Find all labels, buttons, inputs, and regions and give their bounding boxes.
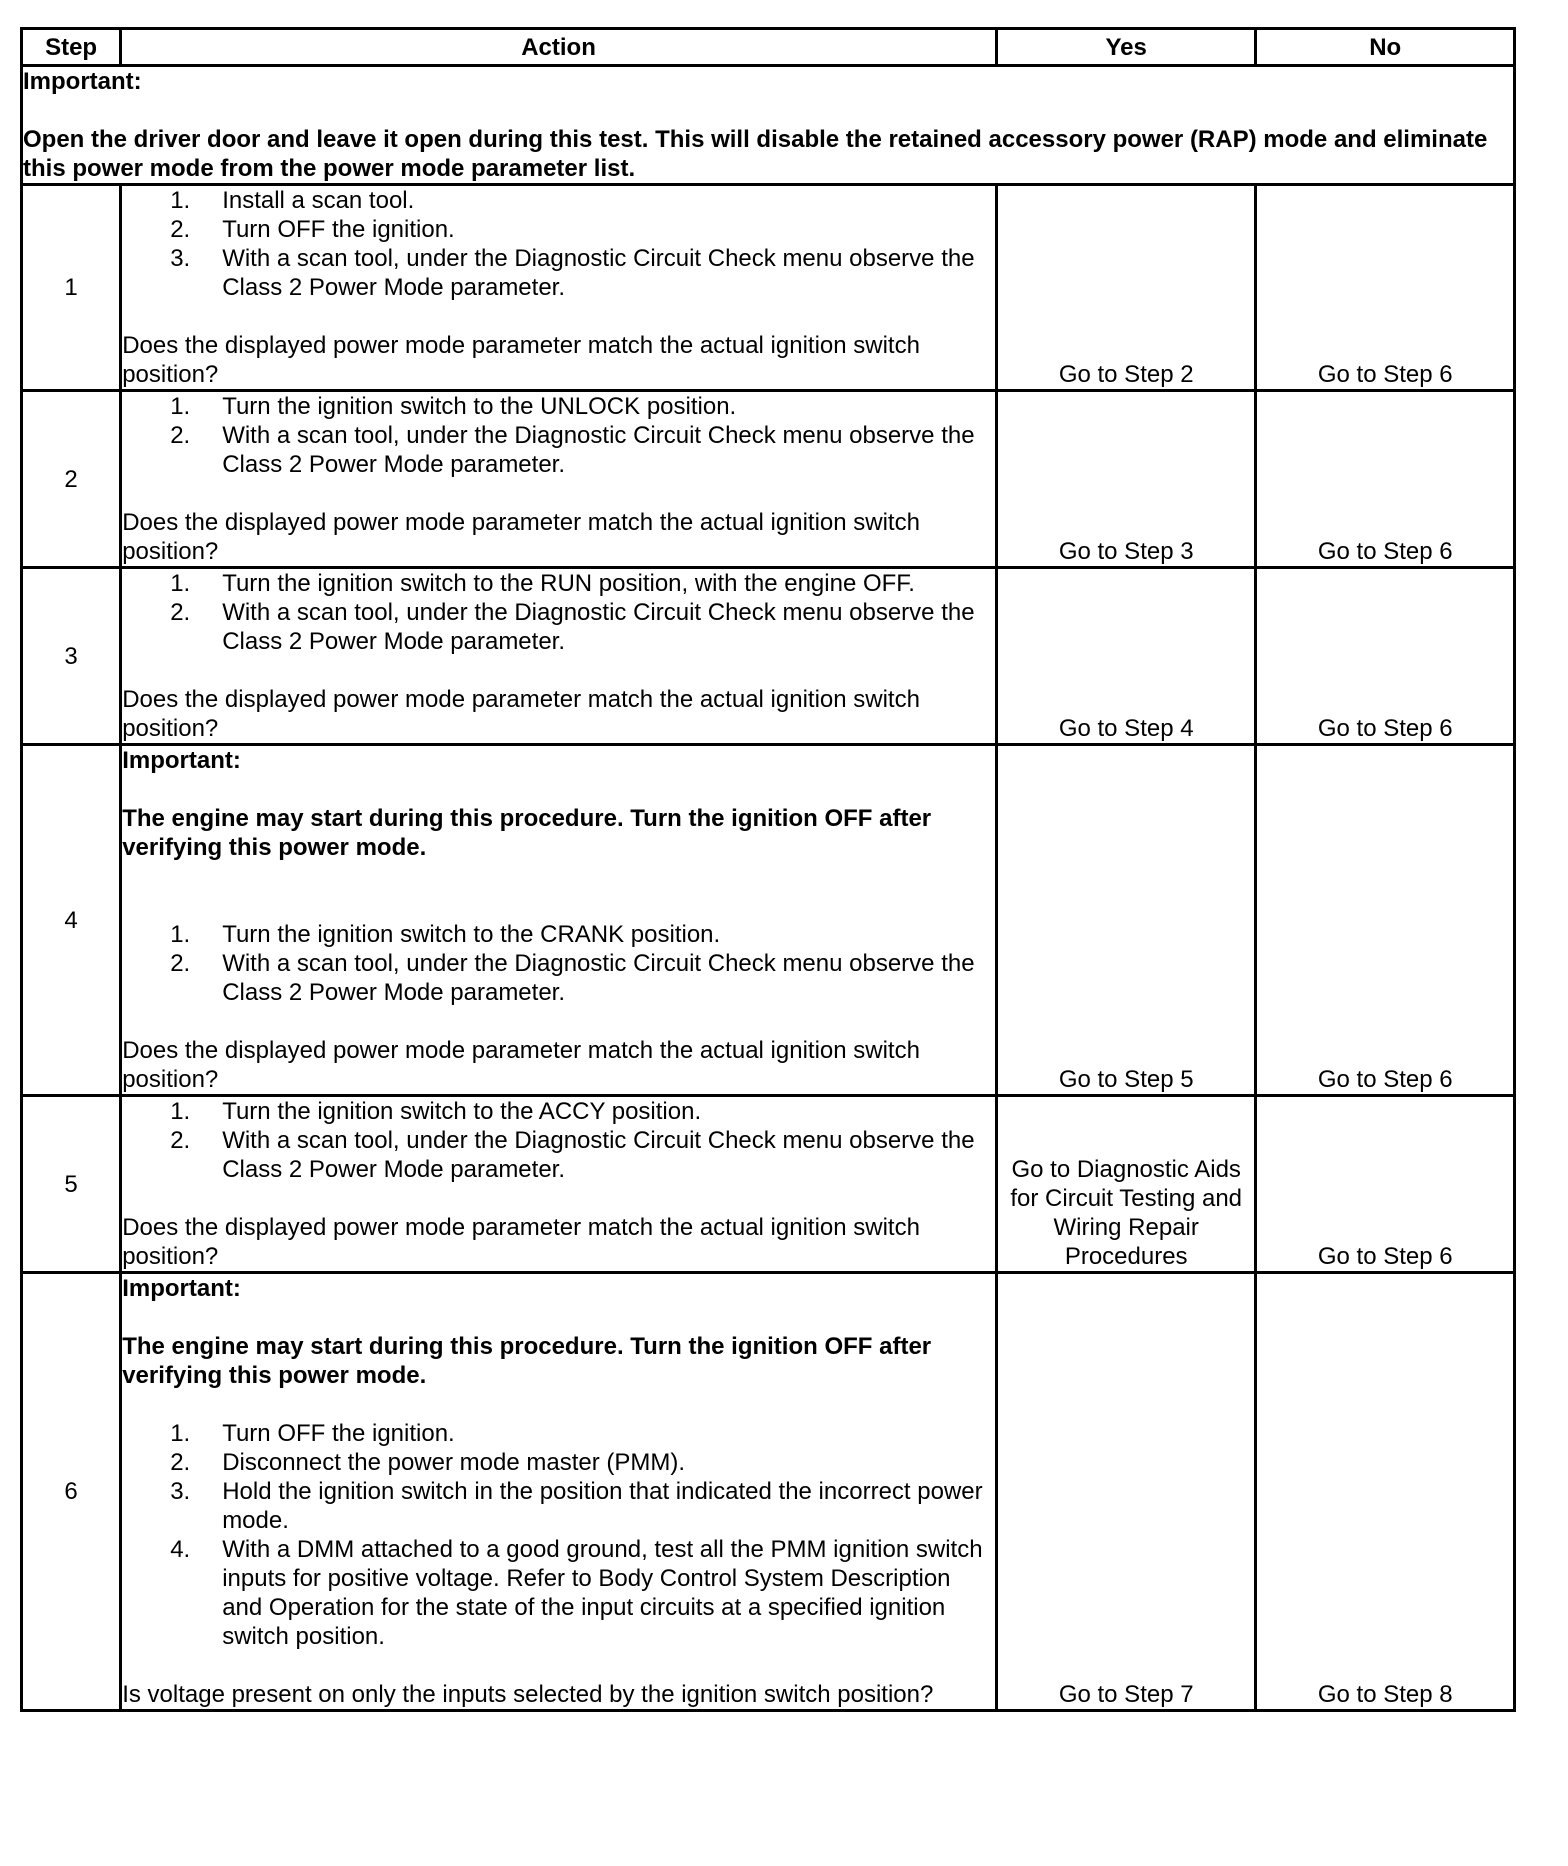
step-number: 5	[22, 1096, 121, 1273]
list-item: 2. Disconnect the power mode master (PMM).	[170, 1449, 686, 1476]
list-item: 1. Turn the ignition switch to the UNLOCK position.	[170, 393, 737, 420]
step-number: 4	[22, 745, 121, 1096]
list-item: 2. With a scan tool, under the Diagnostic Circuit Check menu observe the Class 2 Power Mode parameter.	[170, 422, 975, 478]
banner-text: Open the driver door and leave it open during this test. This will disable the retained accessory power (RAP) mode and eliminate this power mode from the power mode parameter list.	[23, 126, 1488, 182]
yes-cell: Go to Step 3	[996, 391, 1256, 568]
table-row	[22, 745, 1515, 1096]
yes-cell: Go to Diagnostic Aids for Circuit Testing and Wiring Repair Procedures	[996, 1096, 1256, 1273]
action-cell	[121, 391, 997, 568]
no-cell: Go to Step 6	[1256, 1096, 1515, 1273]
table-row	[22, 391, 1515, 568]
action-question: Is voltage present on only the inputs selected by the ignition switch position?	[122, 1681, 934, 1708]
list-item: 1. Turn the ignition switch to the ACCY position.	[170, 1098, 702, 1125]
action-list	[122, 920, 995, 1007]
step-number: 3	[22, 568, 121, 745]
action-cell	[121, 745, 997, 1096]
table-row	[22, 1096, 1515, 1273]
list-item: 1. Turn the ignition switch to the CRANK position.	[170, 921, 721, 948]
list-item: 1. Turn OFF the ignition.	[170, 1420, 455, 1447]
list-item: 1. Install a scan tool.	[170, 187, 415, 214]
table-row	[22, 568, 1515, 745]
no-cell: Go to Step 6	[1256, 568, 1515, 745]
action-list	[122, 569, 995, 656]
yes-cell: Go to Step 5	[996, 745, 1256, 1096]
yes-cell: Go to Step 2	[996, 185, 1256, 391]
list-item: 2. With a scan tool, under the Diagnostic Circuit Check menu observe the Class 2 Power Mode parameter.	[170, 599, 975, 655]
table-row	[22, 185, 1515, 391]
action-cell	[121, 1096, 997, 1273]
banner-cell	[22, 66, 1515, 185]
action-list	[122, 186, 995, 302]
important-label: Important:	[122, 747, 241, 774]
banner-row	[22, 66, 1515, 185]
important-text: The engine may start during this procedure. Turn the ignition OFF after verifying this power mode.	[122, 805, 932, 861]
step-number: 2	[22, 391, 121, 568]
action-list	[122, 1419, 995, 1651]
yes-cell: Go to Step 7	[996, 1273, 1256, 1711]
action-question: Does the displayed power mode parameter match the actual ignition switch position?	[122, 1037, 920, 1093]
no-cell: Go to Step 6	[1256, 185, 1515, 391]
header-step: Step	[22, 29, 121, 66]
action-question: Does the displayed power mode parameter match the actual ignition switch position?	[122, 332, 920, 388]
action-question: Does the displayed power mode parameter match the actual ignition switch position?	[122, 1214, 920, 1270]
list-item: 2. With a scan tool, under the Diagnostic Circuit Check menu observe the Class 2 Power Mode parameter.	[170, 950, 975, 1006]
list-item: 2. With a scan tool, under the Diagnostic Circuit Check menu observe the Class 2 Power Mode parameter.	[170, 1127, 975, 1183]
list-item: 4. With a DMM attached to a good ground, test all the PMM ignition switch inputs for positive voltage. Refer to Body Control System Description and Operation for the state of the input circuits at a specified ignition switch position.	[170, 1536, 983, 1650]
action-question: Does the displayed power mode parameter match the actual ignition switch position?	[122, 509, 920, 565]
header-row	[22, 29, 1515, 66]
header-no: No	[1256, 29, 1515, 66]
action-cell	[121, 568, 997, 745]
action-cell	[121, 1273, 997, 1711]
important-text: The engine may start during this procedure. Turn the ignition OFF after verifying this power mode.	[122, 1333, 932, 1389]
no-cell: Go to Step 8	[1256, 1273, 1515, 1711]
header-yes: Yes	[996, 29, 1256, 66]
no-cell: Go to Step 6	[1256, 391, 1515, 568]
action-question: Does the displayed power mode parameter match the actual ignition switch position?	[122, 686, 920, 742]
table-row	[22, 1273, 1515, 1711]
important-label: Important:	[122, 1275, 241, 1302]
list-item: 2. Turn OFF the ignition.	[170, 216, 455, 243]
banner-label: Important:	[23, 68, 142, 95]
diagnostic-table	[20, 27, 1516, 1712]
list-item: 3. Hold the ignition switch in the position that indicated the incorrect power mode.	[170, 1478, 983, 1534]
action-cell	[121, 185, 997, 391]
yes-cell: Go to Step 4	[996, 568, 1256, 745]
step-number: 1	[22, 185, 121, 391]
action-list	[122, 1097, 995, 1184]
list-item: 1. Turn the ignition switch to the RUN position, with the engine OFF.	[170, 570, 915, 597]
list-item: 3. With a scan tool, under the Diagnostic Circuit Check menu observe the Class 2 Power Mode parameter.	[170, 245, 975, 301]
action-list	[122, 392, 995, 479]
header-action: Action	[121, 29, 997, 66]
step-number: 6	[22, 1273, 121, 1711]
no-cell: Go to Step 6	[1256, 745, 1515, 1096]
